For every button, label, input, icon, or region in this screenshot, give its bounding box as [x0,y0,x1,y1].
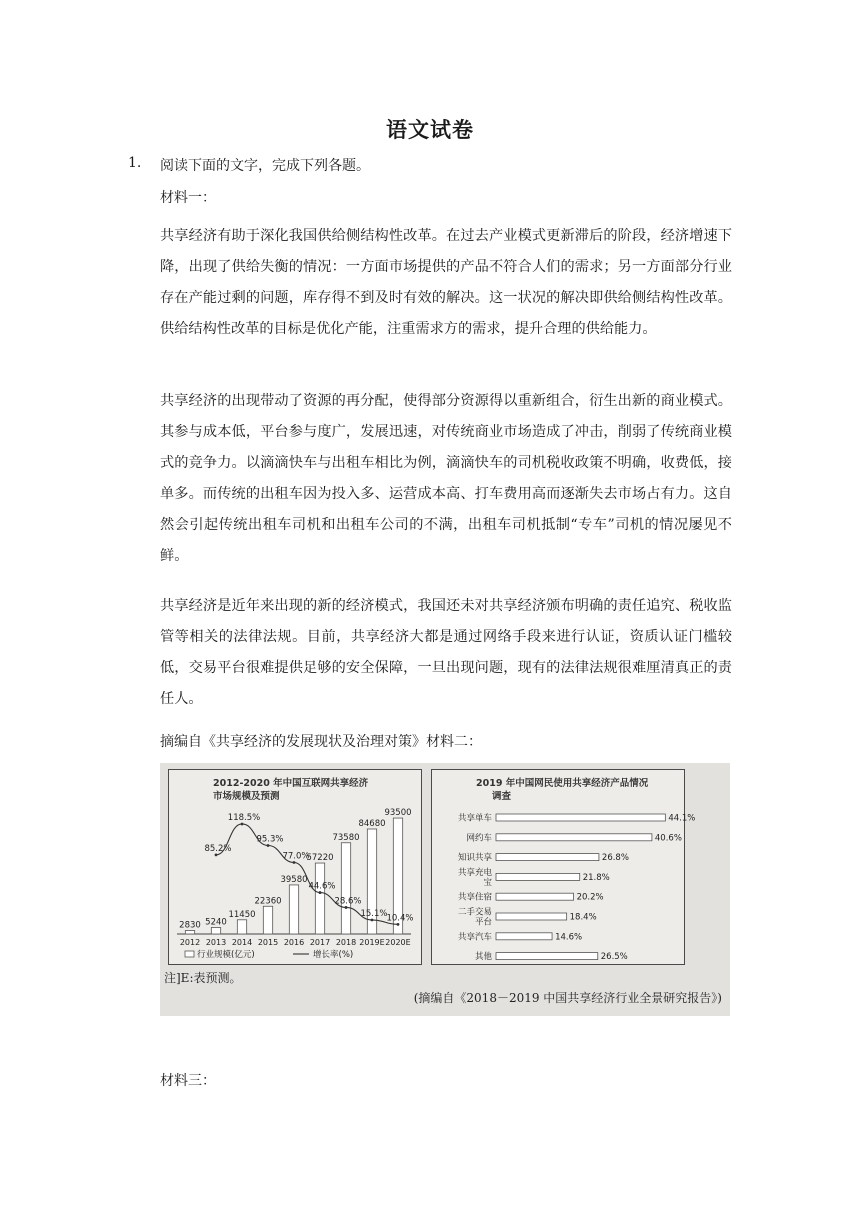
material-1-source: 摘编自《共享经济的发展现状及治理对策》材料二： [160,734,482,750]
bar-2017 [315,863,324,934]
category-label-1: 网约车 [466,833,492,844]
growth-label-2014: 118.5% [227,812,261,823]
growth-point-2020E [397,923,400,926]
hbar-value-label-1: 40.6% [654,833,682,844]
category-label-5-cont: 平台 [474,917,492,928]
legend-bar-swatch [185,951,194,957]
figure-source: (摘编自《2018－2019 中国共享经济行业全景研究报告》) [413,991,722,1005]
bar-value-label-2015: 22360 [254,896,282,907]
growth-label-2020E: 10.4% [386,913,414,924]
bar-2015 [263,906,272,934]
growth-point-2018 [345,906,348,909]
hbar-value-label-2: 26.8% [601,853,629,864]
x-tick-label-2018: 2018 [335,938,357,947]
category-label-3: 共享充电 [457,867,492,878]
hbar-0 [496,814,665,821]
hbar-2 [496,854,599,861]
hbar-value-label-0: 44.1% [668,813,696,824]
usage-survey-chart-panel [431,769,696,965]
growth-label-2019E: 15.1% [360,908,388,919]
x-tick-label-2020E: 2020E [385,938,411,947]
material-1-paragraph-3: 共享经济是近年来出现的新的经济模式，我国还未对共享经济颁布明确的责任追究、税收监管等相关的法律法规。目前，共享经济大都是通过网络手段来进行认证，资质认证门槛较低，交易平台很难提供足够的安全保障，一旦出现问题，现有的法律法规很难厘清真正的责任人。 [160,598,732,707]
hbar-value-label-4: 20.2% [576,892,604,903]
hbar-value-label-6: 14.6% [555,932,583,943]
bar-value-label-2018: 73580 [332,832,360,843]
material-1-paragraph-2: 共享经济的出现带动了资源的再分配，使得部分资源得以重新组合，衍生出新的商业模式。其参与成本低，平台参与度广，发展迅速，对传统商业市场造成了冲击，削弱了传统商业模式的竞争力。以滴滴快车与出租车相比为例，滴滴快车的司机税收政策不明确，收费低，接单多。而传统的出租车因为投入多、运营成本高、打车费用高而逐渐失去市场占有力。这自然会引起传统出租车司机和出租车公司的不满，出租车司机抵制“专车”司机的情况屡见不鲜。 [160,393,732,564]
question-prompt: 阅读下面的文字，完成下列各题。 [160,158,370,174]
x-tick-label-2013: 2013 [205,938,227,947]
bar-value-label-2016: 39580 [280,874,308,885]
hbar-value-label-7: 26.5% [600,952,628,963]
category-label-2: 知识共享 [457,853,492,864]
growth-label-2018: 28.6% [334,896,362,907]
bar-value-label-2012: 2830 [179,920,201,931]
bar-value-label-2019E: 84680 [358,818,386,829]
x-tick-label-2019E: 2019E [359,938,385,947]
growth-point-2015 [267,844,270,847]
category-label-5: 二手交易 [457,907,492,918]
growth-label-2016: 77.0% [282,851,310,862]
bar-2014 [237,920,246,934]
category-label-3-cont: 宝 [483,877,492,888]
growth-label-2015: 95.3% [256,834,284,845]
growth-label-2013: 85.2% [204,843,232,854]
bar-value-label-2020E: 93500 [384,808,412,819]
bar-value-label-2013: 5240 [205,917,227,928]
chart-title-line-2: 市场规模及预测 [213,791,280,802]
hbar-value-label-3: 21.8% [582,872,610,883]
hbar-value-label-5: 18.4% [569,912,597,923]
x-tick-label-2012: 2012 [179,938,201,947]
market-scale-chart-panel [168,769,422,965]
hbar-1 [496,834,652,841]
chart-title-line-1: 2019 年中国网民使用共享经济产品情况 [476,778,649,789]
growth-point-2014 [241,823,244,826]
bar-2018 [341,843,350,934]
hbar-3 [496,873,580,880]
category-label-7: 其他 [474,952,492,963]
bar-value-label-2014: 11450 [228,909,256,920]
growth-label-2017: 44.6% [308,881,336,892]
market-scale-chart [169,770,421,964]
question-number: 1. [128,155,142,171]
bar-2013 [211,928,220,934]
hbar-7 [496,953,598,960]
growth-point-2016 [293,861,296,864]
material-3-label: 材料三： [160,1073,216,1089]
x-tick-label-2015: 2015 [257,938,279,947]
figure-note: 注]E:表预测。 [164,971,242,985]
growth-point-2013 [215,853,218,856]
chart-title-line-1: 2012-2020 年中国互联网共享经济 [213,778,369,789]
bar-value-label-2017: 57220 [306,853,334,864]
hbar-5 [496,913,567,920]
category-label-4: 共享住宿 [457,892,492,903]
growth-point-2017 [319,891,322,894]
bar-2012 [185,930,194,934]
x-tick-label-2014: 2014 [231,938,253,947]
chart-title-line-2: 调查 [492,791,512,802]
x-tick-label-2016: 2016 [283,938,305,947]
hbar-4 [496,893,574,900]
charts-figure [160,763,730,1016]
category-label-0: 共享单车 [457,813,492,824]
material-1-paragraph-1: 共享经济有助于深化我国供给侧结构性改革。在过去产业模式更新滞后的阶段，经济增速下降，出现了供给失衡的情况：一方面市场提供的产品不符合人们的需求；另一方面部分行业存在产能过剩的问题，库存得不到及时有效的解决。这一状况的解决即供给侧结构性改革。供给结构性改革的目标是优化产能，注重需求方的需求，提升合理的供给能力。 [160,228,732,337]
material-1-label: 材料一： [160,190,216,206]
bar-2016 [289,885,298,934]
category-label-6: 共享汽车 [457,932,492,943]
legend-bar-label: 行业规模(亿元) [197,950,255,960]
hbar-6 [496,933,552,940]
legend-line-label: 增长率(%) [313,950,354,960]
page-title: 语文试卷 [386,117,474,142]
x-tick-label-2017: 2017 [309,938,331,947]
growth-point-2019E [371,919,374,922]
usage-survey-chart [432,770,696,964]
